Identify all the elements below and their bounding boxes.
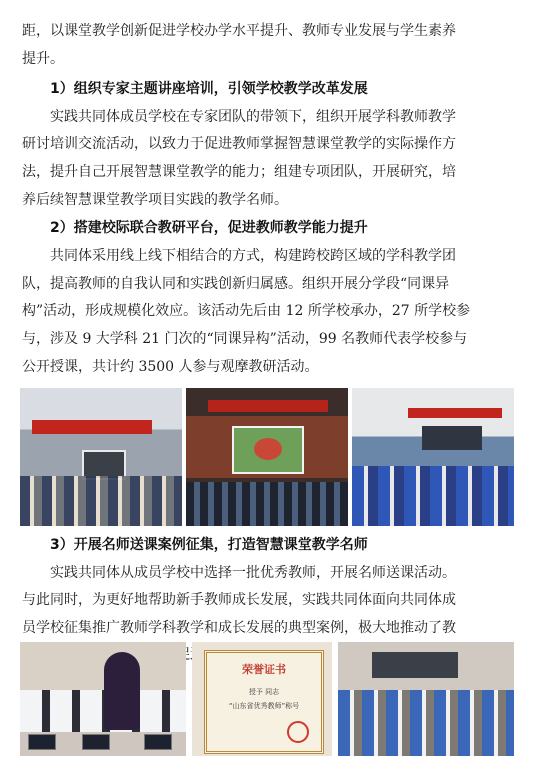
- students-group: [338, 690, 514, 756]
- section-heading-2: 2）搭建校际联合教研平台，促进教师教学能力提升: [50, 220, 368, 236]
- tablet-icon: [82, 734, 110, 750]
- text-line: 与，涉及 9 大学科 21 门次的“同课异构”活动，99 名教师代表学校参与: [22, 331, 468, 347]
- certificate: [204, 650, 324, 754]
- auditorium-photo: [186, 388, 348, 526]
- section-heading-1: 1）组织专家主题讲座培训，引领学校教学改革发展: [50, 81, 368, 97]
- section-heading-3: 3）开展名师送课案例征集，打造智慧课堂教学名师: [50, 537, 368, 553]
- photo-banner: [32, 420, 152, 434]
- large-classroom-photo: [352, 388, 514, 526]
- text-line: 提升。: [22, 51, 64, 67]
- certificate-title: 荣誉证书: [242, 663, 286, 676]
- blackboard: [372, 652, 458, 678]
- text-line: 实践共同体成员学校在专家团队的带领下，组织开展学科教师教学: [22, 109, 456, 125]
- photo-banner: [208, 400, 328, 412]
- laptop-classroom-photo: [338, 642, 514, 756]
- text-line: 公开授课，共计约 3500 人参与观摩教研活动。: [22, 359, 319, 375]
- text-line: 法，提升自己开展智慧课堂教学的能力；组建专项团队，开展研究，培: [22, 164, 456, 180]
- students-group: [20, 690, 186, 734]
- text-line: 队，提高教师的自我认同和实践创新归属感。组织开展分学段“同课异: [22, 276, 450, 292]
- photo-row-1: [20, 388, 514, 526]
- students-group: [20, 476, 182, 526]
- certificate-photo: [192, 642, 332, 756]
- photo-banner: [408, 408, 502, 418]
- text-line: 实践共同体从成员学校中选择一批优秀教师，开展名师送课活动。: [22, 565, 456, 581]
- seal-icon: [287, 721, 309, 743]
- stage-screen: [232, 426, 304, 474]
- text-line: 员学校征集推广教师学科教学和成长发展的典型案例，极大地推动了教: [22, 620, 456, 636]
- blackboard: [422, 426, 482, 450]
- teacher-with-students-photo: [20, 642, 186, 756]
- text-line: 研讨培训交流活动，以致力于促进教师掌握智慧课堂教学的实际操作方: [22, 136, 456, 152]
- text-line: 共同体采用线上线下相结合的方式，构建跨校跨区域的学科教学团: [22, 248, 456, 264]
- text-line: 距，以课堂教学创新促进学校办学水平提升、教师专业发展与学生素养: [22, 23, 456, 39]
- tablet-icon: [28, 734, 56, 750]
- certificate-line: 授予 同志: [248, 688, 280, 696]
- classroom-photo: [20, 388, 182, 526]
- teacher-figure: [104, 652, 140, 730]
- photo-row-2: [20, 642, 514, 756]
- tablet-icon: [144, 734, 172, 750]
- audience-group: [186, 482, 348, 526]
- text-line: 养后续智慧课堂教学项目实践的教学名师。: [22, 192, 288, 208]
- students-group: [352, 466, 514, 526]
- certificate-line: “山东省优秀教师”称号: [228, 702, 300, 710]
- text-line: 构”活动，形成规模化效应。该活动先后由 12 所学校承办，27 所学校参: [22, 303, 471, 319]
- text-line: 与此同时，为更好地帮助新手教师成长发展，实践共同体面向共同体成: [22, 592, 456, 608]
